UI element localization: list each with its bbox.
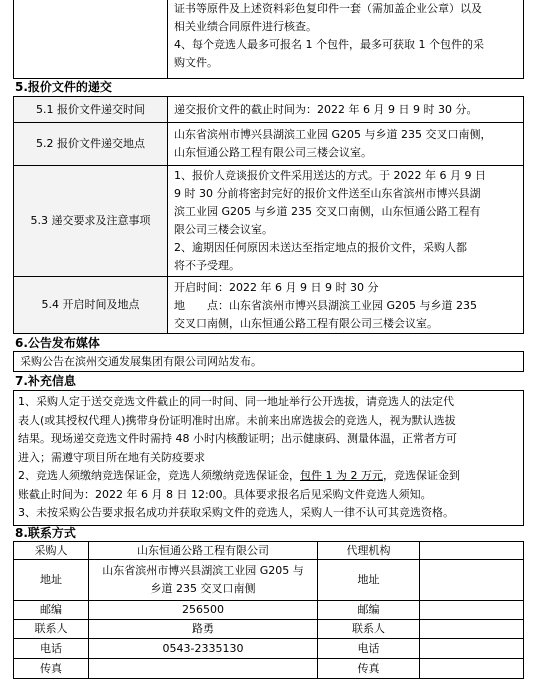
contact-label: 传真 bbox=[317, 658, 420, 679]
top-line: 购文件。 bbox=[174, 56, 218, 69]
supplement-line: 1、采购人定于送交竞选文件截止的同一时间、同一地址举行公开选拔，请竞选人的法定代 bbox=[18, 395, 454, 408]
row-text: 开启时间：2022 年 6 月 9 日 9 时 30 分 bbox=[174, 281, 379, 294]
row-text: 滨工业园 G205 与乡道 235 交叉口南侧，山东恒通公路工程有 bbox=[174, 205, 481, 218]
row-value bbox=[167, 96, 524, 123]
row-text: 9 时 30 分前将密封完好的报价文件送至山东省滨州市博兴县湖 bbox=[174, 187, 481, 200]
row-text: 限公司三楼会议室。 bbox=[174, 223, 273, 236]
deposit-amount: 包件 1 为 2 万元 bbox=[300, 469, 383, 482]
row-label: 5.1 报价文件递交时间 bbox=[13, 96, 168, 123]
supplement-line: 结果。现场递交竞选文件时需持 48 小时内核酸证明；出示健康码、测量体温，正常者方可 bbox=[18, 432, 457, 445]
section-heading: 5.报价文件的递交 bbox=[15, 80, 112, 94]
contact-label: 邮编 bbox=[317, 600, 420, 620]
contact-value bbox=[419, 619, 524, 639]
supplement-line: 2、竞选人须缴纳竞选保证金，竞选人须缴纳竞选保证金，包件 1 为 2 万元，竞选保证金到 bbox=[18, 469, 460, 482]
address-line: 山东省滨州市博兴县湖滨工业园 G205 与 bbox=[102, 564, 304, 577]
contact-value bbox=[419, 638, 524, 659]
supplement-line: 表人(或其授权代理人)携带身份证明准时出席。未前来出席选拔会的竞选人，视为默认选拔 bbox=[18, 413, 456, 427]
row-value bbox=[167, 276, 524, 334]
top-line: 证书等原件及上述资料彩色复印件一套（需加盖企业公章）以及 bbox=[174, 2, 482, 15]
top-left-blank bbox=[13, 0, 168, 79]
media-cell bbox=[13, 351, 524, 372]
top-continuation-cell bbox=[167, 0, 524, 79]
top-line: 相关业绩合同原件进行核查。 bbox=[174, 20, 317, 33]
contact-value: 0543-2335130 bbox=[88, 638, 318, 659]
contact-value bbox=[88, 559, 318, 601]
section-heading: 7.补充信息 bbox=[15, 374, 76, 388]
contact-label: 地址 bbox=[13, 559, 89, 601]
contact-value: 256500 bbox=[88, 600, 318, 620]
row-text: 递交报价文件的截止时间为：2022 年 6 月 9 日 9 时 30 分。 bbox=[174, 102, 478, 116]
section-heading: 8.联系方式 bbox=[15, 526, 76, 540]
contact-value: 山东恒通公路工程有限公司 bbox=[88, 541, 318, 560]
contact-label: 电话 bbox=[317, 638, 420, 659]
top-line: 4、每个竞选人最多可报名 1 个包件，最多可获取 1 个包件的采 bbox=[174, 38, 484, 51]
supplement-line: 3、未按采购公告要求报名成功并获取采购文件的竞选人，采购人一律不认可其竞选资格。 bbox=[18, 506, 454, 519]
supplement-line: 进入；需遵守项目所在地有关防疫要求 bbox=[18, 450, 205, 464]
supplement-line: 账截止时间为：2022 年 6 月 8 日 12:00。具体要求报名后见采购文件竞选人须知。 bbox=[18, 487, 432, 501]
contact-value bbox=[419, 658, 524, 679]
row-text: 山东恒通公路工程有限公司三楼会议室。 bbox=[174, 146, 372, 159]
row-text: 将不予受理。 bbox=[174, 259, 240, 272]
row-text: 地 点：山东省滨州市博兴县湖滨工业园 G205 与乡道 235 bbox=[174, 299, 478, 312]
row-text: 2、逾期因任何原因未送达至指定地点的报价文件，采购人都 bbox=[174, 241, 467, 254]
contact-value bbox=[419, 559, 524, 601]
row-value bbox=[167, 122, 524, 166]
address-line: 乡道 235 交叉口南侧 bbox=[150, 582, 256, 595]
contact-value bbox=[88, 658, 318, 679]
contact-value: 路勇 bbox=[88, 619, 318, 639]
contact-label: 联系人 bbox=[317, 619, 420, 639]
row-text: 1、报价人竞谈报价文件采用送达的方式。于 2022 年 6 月 9 日 bbox=[174, 169, 486, 182]
row-label: 5.2 报价文件递交地点 bbox=[13, 122, 168, 166]
contact-label: 邮编 bbox=[13, 600, 89, 620]
contact-label: 电话 bbox=[13, 638, 89, 659]
row-text: 交叉口南侧，山东恒通公路工程有限公司三楼会议室。 bbox=[174, 317, 438, 330]
row-value bbox=[167, 165, 524, 277]
contact-label: 传真 bbox=[13, 658, 89, 679]
row-label: 5.4 开启时间及地点 bbox=[13, 276, 168, 334]
section-heading: 6.公告发布媒体 bbox=[15, 336, 100, 350]
contact-label: 地址 bbox=[317, 559, 420, 601]
contact-value bbox=[419, 541, 524, 560]
contact-label: 联系人 bbox=[13, 619, 89, 639]
contact-value bbox=[419, 600, 524, 620]
supplement-cell bbox=[13, 390, 524, 526]
row-text: 山东省滨州市博兴县湖滨工业园 G205 与乡道 235 交叉口南侧， bbox=[174, 128, 492, 141]
media-text: 采购公告在滨州交通发展集团有限公司网站发布。 bbox=[20, 354, 262, 368]
contact-label: 代理机构 bbox=[317, 541, 420, 560]
row-label: 5.3 递交要求及注意事项 bbox=[13, 165, 168, 277]
contact-label: 采购人 bbox=[13, 541, 89, 560]
